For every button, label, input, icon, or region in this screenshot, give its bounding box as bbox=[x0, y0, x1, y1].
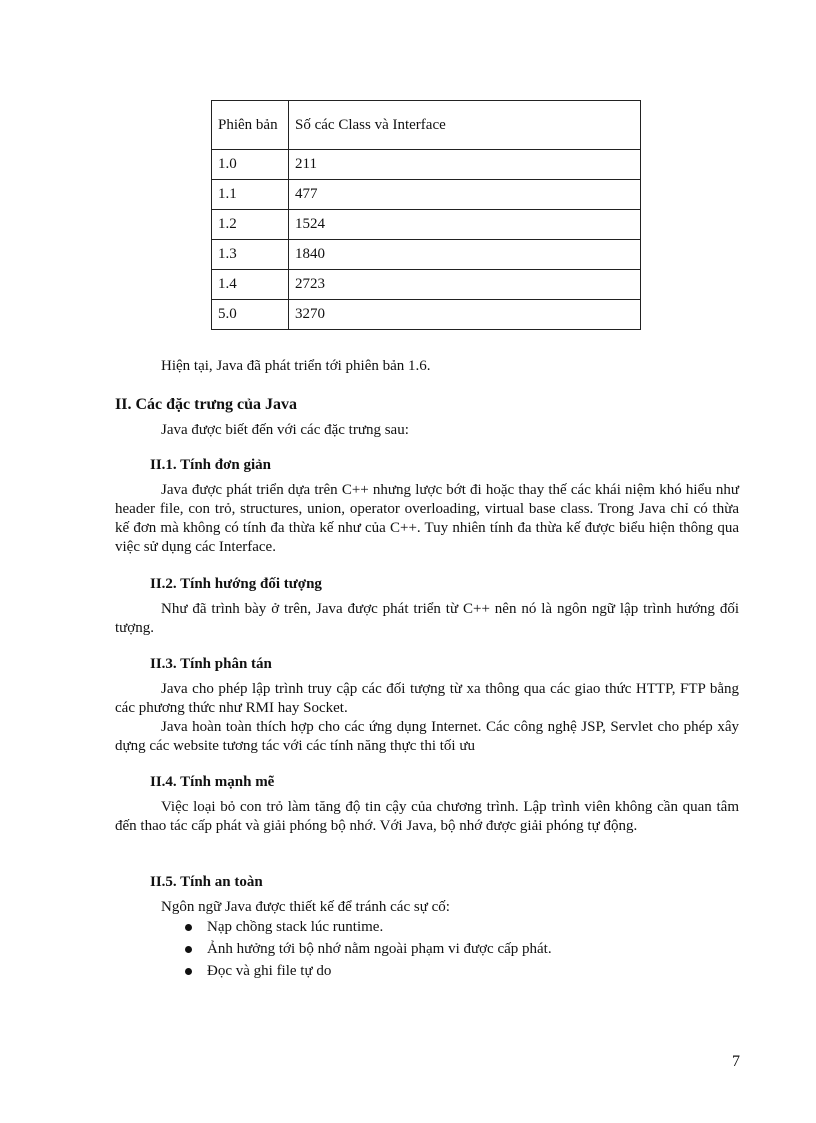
bullet-icon bbox=[185, 946, 192, 953]
table-cell-version: 1.3 bbox=[212, 240, 289, 270]
version-class-count-table bbox=[211, 100, 641, 330]
table-row bbox=[212, 270, 641, 300]
table-cell-count: 477 bbox=[289, 180, 641, 210]
subsection-heading-simple: II.1. Tính đơn giản bbox=[150, 457, 272, 473]
table-cell-count: 211 bbox=[289, 150, 641, 180]
list-item bbox=[185, 916, 552, 938]
subsection-body-simple: Java được phát triển dựa trên C++ nhưng lược bớt đi hoặc thay thế các khái niệm khó hiểu như header file, con trỏ, structures, union, operator overloading, virtual base class. Trong Java chỉ có thừa kế đơn mà không có tính đa thừa kế như của C++. Tuy nhiên tính đa thừa kế được biểu hiện thông qua việc sử dụng các Interface. bbox=[115, 482, 739, 555]
section-heading-features: II. Các đặc trưng của Java bbox=[115, 396, 298, 413]
table-cell-version: 5.0 bbox=[212, 300, 289, 330]
table-row bbox=[212, 150, 641, 180]
subsection-heading-robust: II.4. Tính mạnh mẽ bbox=[150, 774, 275, 790]
table-header-version: Phiên bản bbox=[212, 101, 289, 150]
list-item bbox=[185, 938, 552, 960]
subsection-body-distributed-2: Java hoàn toàn thích hợp cho các ứng dụng Internet. Các công nghệ JSP, Servlet cho phép xây dựng các website tương tác với các tính năng thực thi tối ưu bbox=[115, 719, 739, 754]
security-issues-list bbox=[185, 916, 552, 982]
table-cell-count: 1524 bbox=[289, 210, 641, 240]
subsection-body-robust: Việc loại bỏ con trỏ làm tăng độ tin cậy của chương trình. Lập trình viên không cần quan tâm đến thao tác cấp phát và giải phóng bộ nhớ. Với Java, bộ nhớ được giải phóng tự động. bbox=[115, 799, 739, 834]
list-item-text: Đọc và ghi file tự do bbox=[207, 963, 332, 979]
table-cell-version: 1.0 bbox=[212, 150, 289, 180]
table-cell-version: 1.1 bbox=[212, 180, 289, 210]
current-version-paragraph: Hiện tại, Java đã phát triển tới phiên bản 1.6. bbox=[161, 358, 431, 374]
subsection-intro-secure: Ngôn ngữ Java được thiết kế để tránh các sự cố: bbox=[161, 899, 450, 915]
subsection-heading-secure: II.5. Tính an toàn bbox=[150, 874, 263, 890]
subsection-body-object-oriented: Như đã trình bày ở trên, Java được phát triển từ C++ nên nó là ngôn ngữ lập trình hướng đối tượng. bbox=[115, 601, 739, 636]
page-number: 7 bbox=[732, 1053, 740, 1070]
bullet-icon bbox=[185, 924, 192, 931]
table-header-row bbox=[212, 101, 641, 150]
table-row bbox=[212, 180, 641, 210]
subsection-heading-distributed: II.3. Tính phân tán bbox=[150, 656, 272, 672]
table-row bbox=[212, 240, 641, 270]
table-cell-count: 3270 bbox=[289, 300, 641, 330]
table-cell-count: 2723 bbox=[289, 270, 641, 300]
table-row bbox=[212, 210, 641, 240]
table-cell-count: 1840 bbox=[289, 240, 641, 270]
section-intro: Java được biết đến với các đặc trưng sau: bbox=[161, 422, 409, 438]
list-item bbox=[185, 960, 552, 982]
table-cell-version: 1.2 bbox=[212, 210, 289, 240]
subsection-heading-object-oriented: II.2. Tính hướng đối tượng bbox=[150, 576, 322, 592]
table-cell-version: 1.4 bbox=[212, 270, 289, 300]
table-row bbox=[212, 300, 641, 330]
bullet-icon bbox=[185, 968, 192, 975]
list-item-text: Ảnh hưởng tới bộ nhớ nằm ngoài phạm vi được cấp phát. bbox=[207, 941, 552, 957]
table-header-class-count: Số các Class và Interface bbox=[289, 101, 641, 150]
list-item-text: Nạp chồng stack lúc runtime. bbox=[207, 919, 384, 935]
subsection-body-distributed-1: Java cho phép lập trình truy cập các đối tượng từ xa thông qua các giao thức HTTP, FTP bằng các phương thức như RMI hay Socket. bbox=[115, 681, 739, 716]
